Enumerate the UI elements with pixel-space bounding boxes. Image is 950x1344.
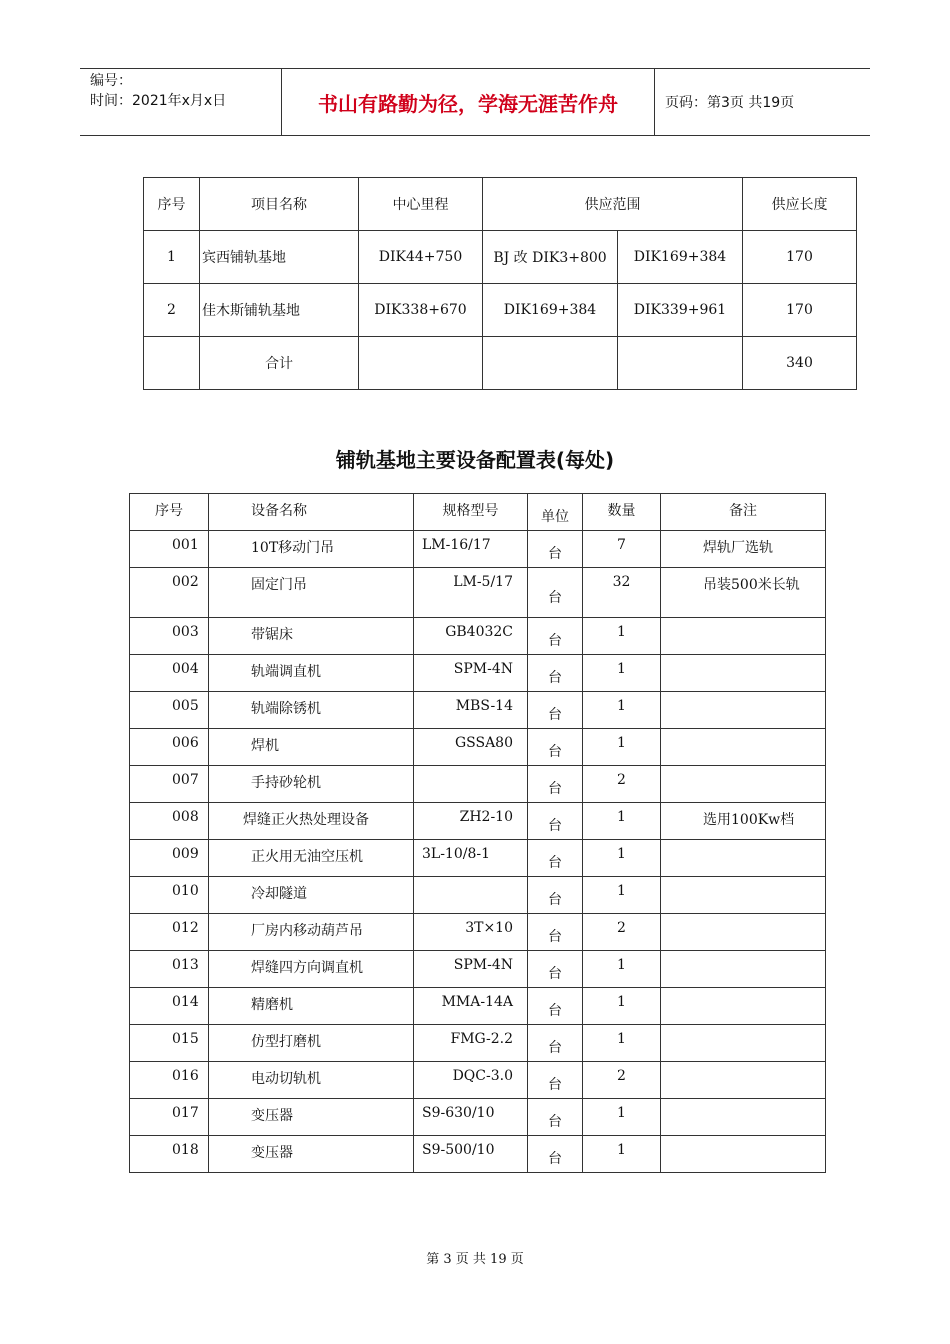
range-to: DIK339+961 xyxy=(618,284,743,337)
header-cell: 规格型号 xyxy=(414,494,528,531)
quantity: 2 xyxy=(583,766,661,803)
unit: 台 xyxy=(528,766,583,803)
empty-cell xyxy=(144,337,200,390)
quantity: 1 xyxy=(583,618,661,655)
spec-model: LM-5/17 xyxy=(414,568,528,618)
empty-cell xyxy=(618,337,743,390)
spec-model: 3L-10/8-1 xyxy=(414,840,528,877)
quantity: 7 xyxy=(583,531,661,568)
equipment-name: 厂房内移动葫芦吊 xyxy=(209,914,414,951)
page-header xyxy=(80,68,870,136)
supply-length: 170 xyxy=(743,284,857,337)
table-row xyxy=(130,568,826,618)
header-cell: 备注 xyxy=(661,494,826,531)
unit: 台 xyxy=(528,877,583,914)
table-row xyxy=(130,655,826,692)
table-row xyxy=(130,840,826,877)
spec-model: GB4032C xyxy=(414,618,528,655)
item-number: 018 xyxy=(130,1136,209,1173)
header-cell: 中心里程 xyxy=(359,178,483,231)
remark xyxy=(661,1099,826,1136)
header-cell: 单位 xyxy=(528,494,583,531)
remark xyxy=(661,692,826,729)
supply-range-table xyxy=(143,177,857,390)
equipment-name: 正火用无油空压机 xyxy=(209,840,414,877)
row-number: 2 xyxy=(144,284,200,337)
remark xyxy=(661,988,826,1025)
table-row xyxy=(130,692,826,729)
spec-model: S9-630/10 xyxy=(414,1099,528,1136)
remark xyxy=(661,655,826,692)
unit: 台 xyxy=(528,914,583,951)
quantity: 1 xyxy=(583,951,661,988)
table-header-row xyxy=(130,494,826,531)
quantity: 1 xyxy=(583,877,661,914)
equipment-name: 带锯床 xyxy=(209,618,414,655)
equipment-name: 变压器 xyxy=(209,1136,414,1173)
table-row xyxy=(130,1099,826,1136)
table-row xyxy=(130,729,826,766)
item-number: 017 xyxy=(130,1099,209,1136)
item-number: 014 xyxy=(130,988,209,1025)
quantity: 1 xyxy=(583,1025,661,1062)
equipment-name: 轨端调直机 xyxy=(209,655,414,692)
remark xyxy=(661,840,826,877)
table-row xyxy=(130,531,826,568)
unit: 台 xyxy=(528,531,583,568)
remark: 吊装500米长轨 xyxy=(661,568,826,618)
unit: 台 xyxy=(528,1099,583,1136)
quantity: 1 xyxy=(583,692,661,729)
spec-model: SPM-4N xyxy=(414,951,528,988)
remark xyxy=(661,1136,826,1173)
project-name: 佳木斯铺轨基地 xyxy=(200,284,359,337)
total-length: 340 xyxy=(743,337,857,390)
spec-model: MMA-14A xyxy=(414,988,528,1025)
item-number: 005 xyxy=(130,692,209,729)
header-cell: 供应范围 xyxy=(483,178,743,231)
page-footer: 第 3 页 共 19 页 xyxy=(426,1252,524,1267)
table-row xyxy=(130,914,826,951)
range-to: DIK169+384 xyxy=(618,231,743,284)
spec-model: DQC-3.0 xyxy=(414,1062,528,1099)
item-number: 003 xyxy=(130,618,209,655)
table-row xyxy=(130,988,826,1025)
table-header-row xyxy=(144,178,857,231)
center-mileage: DIK44+750 xyxy=(359,231,483,284)
spec-model xyxy=(414,766,528,803)
quantity: 2 xyxy=(583,1062,661,1099)
spec-model: FMG-2.2 xyxy=(414,1025,528,1062)
empty-cell xyxy=(483,337,618,390)
spec-model: LM-16/17 xyxy=(414,531,528,568)
unit: 台 xyxy=(528,988,583,1025)
item-number: 015 xyxy=(130,1025,209,1062)
quantity: 1 xyxy=(583,1099,661,1136)
project-name: 宾西铺轨基地 xyxy=(200,231,359,284)
remark xyxy=(661,1025,826,1062)
quantity: 2 xyxy=(583,914,661,951)
equipment-name: 焊缝四方向调直机 xyxy=(209,951,414,988)
quantity: 1 xyxy=(583,988,661,1025)
total-row xyxy=(144,337,857,390)
equipment-name: 轨端除锈机 xyxy=(209,692,414,729)
item-number: 002 xyxy=(130,568,209,618)
equipment-name: 精磨机 xyxy=(209,988,414,1025)
header-cell: 数量 xyxy=(583,494,661,531)
quantity: 1 xyxy=(583,1136,661,1173)
equipment-table xyxy=(129,493,826,1173)
table-row xyxy=(130,1025,826,1062)
unit: 台 xyxy=(528,1136,583,1173)
center-mileage: DIK338+670 xyxy=(359,284,483,337)
spec-model: SPM-4N xyxy=(414,655,528,692)
item-number: 013 xyxy=(130,951,209,988)
table-row xyxy=(130,1136,826,1173)
item-number: 007 xyxy=(130,766,209,803)
unit: 台 xyxy=(528,1025,583,1062)
item-number: 006 xyxy=(130,729,209,766)
equipment-table-title: 铺轨基地主要设备配置表(每处) xyxy=(335,448,615,472)
range-from: BJ 改 DIK3+800 xyxy=(483,231,618,284)
header-cell: 序号 xyxy=(144,178,200,231)
spec-model: S9-500/10 xyxy=(414,1136,528,1173)
table-row xyxy=(130,877,826,914)
header-cell: 设备名称 xyxy=(209,494,414,531)
equipment-name: 手持砂轮机 xyxy=(209,766,414,803)
supply-length: 170 xyxy=(743,231,857,284)
remark xyxy=(661,951,826,988)
remark xyxy=(661,1062,826,1099)
remark xyxy=(661,766,826,803)
time-label: 时间：2021年x月x日 xyxy=(90,93,227,109)
header-cell: 序号 xyxy=(130,494,209,531)
total-label: 合计 xyxy=(200,337,359,390)
item-number: 004 xyxy=(130,655,209,692)
table-row xyxy=(130,803,826,840)
item-number: 009 xyxy=(130,840,209,877)
unit: 台 xyxy=(528,618,583,655)
equipment-name: 变压器 xyxy=(209,1099,414,1136)
equipment-name: 焊机 xyxy=(209,729,414,766)
spec-model xyxy=(414,877,528,914)
unit: 台 xyxy=(528,840,583,877)
unit: 台 xyxy=(528,951,583,988)
quantity: 1 xyxy=(583,840,661,877)
range-from: DIK169+384 xyxy=(483,284,618,337)
unit: 台 xyxy=(528,1062,583,1099)
remark: 选用100Kw档 xyxy=(661,803,826,840)
equipment-name: 固定门吊 xyxy=(209,568,414,618)
table-row xyxy=(130,766,826,803)
table-row xyxy=(130,1062,826,1099)
item-number: 001 xyxy=(130,531,209,568)
table-row xyxy=(130,618,826,655)
quantity: 1 xyxy=(583,729,661,766)
page-number-label: 页码：第3页 共19页 xyxy=(665,95,795,111)
empty-cell xyxy=(359,337,483,390)
equipment-name: 焊缝正火热处理设备 xyxy=(209,803,414,840)
header-cell: 项目名称 xyxy=(200,178,359,231)
item-number: 010 xyxy=(130,877,209,914)
table-row xyxy=(144,231,857,284)
item-number: 008 xyxy=(130,803,209,840)
row-number: 1 xyxy=(144,231,200,284)
equipment-name: 仿型打磨机 xyxy=(209,1025,414,1062)
item-number: 016 xyxy=(130,1062,209,1099)
spec-model: 3T×10 xyxy=(414,914,528,951)
spec-model: ZH2-10 xyxy=(414,803,528,840)
remark: 焊轨厂选轨 xyxy=(661,531,826,568)
unit: 台 xyxy=(528,568,583,618)
unit: 台 xyxy=(528,692,583,729)
quantity: 1 xyxy=(583,803,661,840)
equipment-name: 10T移动门吊 xyxy=(209,531,414,568)
unit: 台 xyxy=(528,803,583,840)
remark xyxy=(661,729,826,766)
header-meta xyxy=(80,69,282,135)
number-label: 编号： xyxy=(90,73,132,89)
quantity: 1 xyxy=(583,655,661,692)
unit: 台 xyxy=(528,729,583,766)
quantity: 32 xyxy=(583,568,661,618)
remark xyxy=(661,877,826,914)
spec-model: GSSA80 xyxy=(414,729,528,766)
motto: 书山有路勤为径，学海无涯苦作舟 xyxy=(282,69,655,135)
remark xyxy=(661,914,826,951)
equipment-name: 冷却隧道 xyxy=(209,877,414,914)
table-row xyxy=(130,951,826,988)
spec-model: MBS-14 xyxy=(414,692,528,729)
unit: 台 xyxy=(528,655,583,692)
item-number: 012 xyxy=(130,914,209,951)
remark xyxy=(661,618,826,655)
table-row xyxy=(144,284,857,337)
equipment-table-body xyxy=(130,494,826,1173)
equipment-name: 电动切轨机 xyxy=(209,1062,414,1099)
header-cell: 供应长度 xyxy=(743,178,857,231)
